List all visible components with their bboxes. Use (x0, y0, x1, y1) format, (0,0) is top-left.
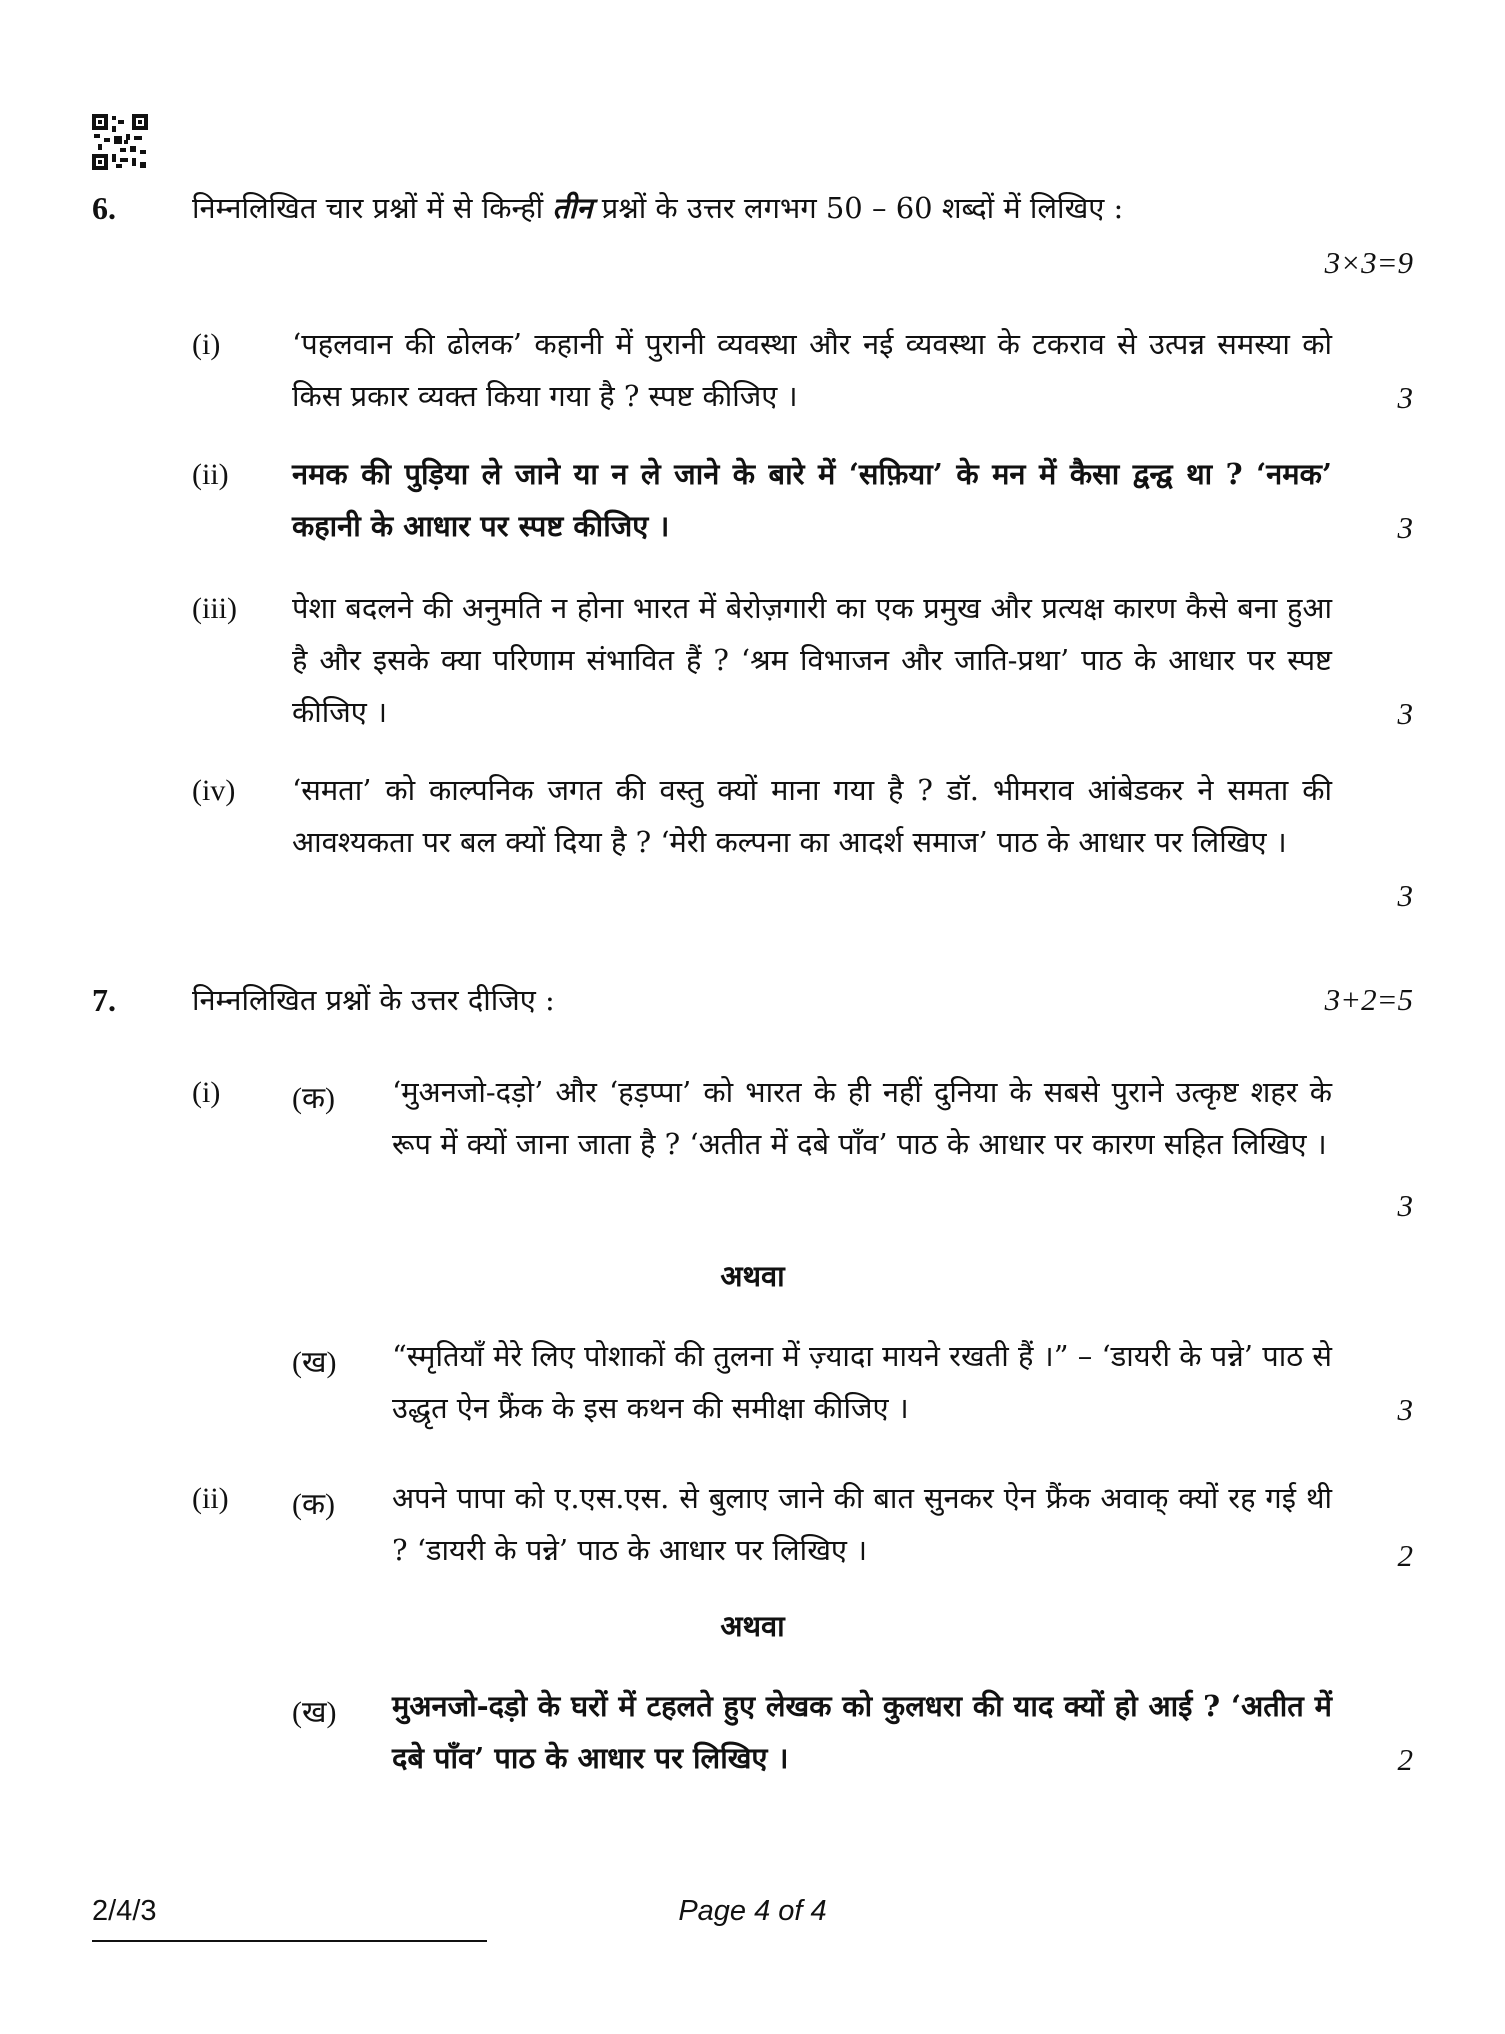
q6-item-text: पेशा बदलने की अनुमति न होना भारत में बेरोज़गारी का एक प्रमुख और प्रत्यक्ष कारण कैसे बना हुआ है और इसके क्या परिणाम संभावित हैं ? ‘श्रम विभाजन और जाति-प्रथा’ पाठ के आधार पर स्पष्ट कीजिए । (292, 591, 1332, 729)
q6-item-text: ‘पहलवान की ढोलक’ कहानी में पुरानी व्यवस्था और नई व्यवस्था के टकराव से उत्पन्न समस्या को किस प्रकार व्यक्त किया गया है ? स्पष्ट कीजिए । (292, 327, 1332, 413)
q7-ii-kha-label: (ख) (292, 1696, 337, 1729)
q6-item-text: ‘समता’ को काल्पनिक जगत की वस्तु क्यों माना गया है ? डॉ. भीमराव आंबेडकर ने समता की आवश्यकता पर बल क्यों दिया है ? ‘मेरी कल्पना का आदर्श समाज’ पाठ के आधार पर लिखिए । (292, 773, 1332, 859)
q7-ii-ka-marks: 2 (1397, 1538, 1413, 1573)
q6-item-marks: 3 (1397, 878, 1413, 913)
qr-code (92, 114, 148, 170)
q6-item-marks: 3 (1397, 696, 1413, 731)
question-7-instruction: निम्नलिखित प्रश्नों के उत्तर दीजिए : (192, 983, 555, 1017)
q7-i-kha-text: “स्मृतियाँ मेरे लिए पोशाकों की तुलना में ज़्यादा मायने रखती हैं ।” – ‘डायरी के पन्ने’ पाठ से उद्धृत ऐन फ्रैंक के इस कथन की समीक्षा कीजिए । (392, 1339, 1332, 1425)
q7-ii-label: (ii) (192, 1482, 229, 1515)
question-6-intro-b: प्रश्नों के उत्तर लगभग 50 – 60 शब्दों में लिखिए : (601, 191, 1124, 225)
paper-code: 2/4/3 (92, 1895, 157, 1927)
q7-ii-kha-text: मुअनजो-दड़ो के घरों में टहलते हुए लेखक को कुलधरा की याद क्यों हो आई ? ‘अतीत में दबे पाँव’ पाठ के आधार पर लिखिए । (392, 1689, 1332, 1775)
question-7-marks: 3+2=5 (1324, 982, 1413, 1017)
q7-ii-ka-text: अपने पापा को ए.एस.एस. से बुलाए जाने की बात सुनकर ऐन फ्रैंक अवाक् क्यों रह गई थी ? ‘डायरी के पन्ने’ पाठ के आधार पर लिखिए । (392, 1481, 1332, 1567)
q7-ii-ka-label: (क) (292, 1488, 336, 1521)
question-6-intro-bold: तीन (552, 191, 593, 225)
q7-i-kha-marks: 3 (1397, 1392, 1413, 1427)
q6-item-label: (ii) (192, 458, 229, 491)
footer-rule (92, 1940, 487, 1942)
q7-i-ka-marks: 3 (1397, 1188, 1413, 1223)
q6-item-label: (iii) (192, 592, 237, 625)
q6-item-text: नमक की पुड़िया ले जाने या न ले जाने के बारे में ‘सफ़िया’ के मन में कैसा द्वन्द्व था ? ‘नमक’ कहानी के आधार पर स्पष्ट कीजिए । (292, 457, 1332, 543)
q7-i-kha-label: (ख) (292, 1346, 337, 1379)
question-6-instruction (192, 182, 1410, 234)
q6-item-marks: 3 (1397, 510, 1413, 545)
or-divider: अथवा (720, 1609, 785, 1643)
or-divider: अथवा (720, 1259, 785, 1293)
q7-i-label: (i) (192, 1076, 221, 1109)
page-number: Page 4 of 4 (678, 1895, 827, 1927)
q7-i-ka-text: ‘मुअनजो-दड़ो’ और ‘हड़प्पा’ को भारत के ही नहीं दुनिया के सबसे पुराने उत्कृष्ट शहर के रूप में क्यों जाना जाता है ? ‘अतीत में दबे पाँव’ पाठ के आधार पर कारण सहित लिखिए । (392, 1075, 1332, 1161)
q6-item-label: (i) (192, 328, 221, 361)
question-number-6: 6. (92, 190, 116, 226)
q7-i-ka-label: (क) (292, 1082, 336, 1115)
q6-item-marks: 3 (1397, 380, 1413, 415)
q6-item-label: (iv) (192, 774, 236, 807)
q7-ii-kha-marks: 2 (1397, 1742, 1413, 1777)
question-6-intro-a: निम्नलिखित चार प्रश्नों में से किन्हीं (192, 191, 544, 225)
question-6-marks: 3×3=9 (1324, 245, 1413, 280)
question-number-7: 7. (92, 982, 116, 1018)
